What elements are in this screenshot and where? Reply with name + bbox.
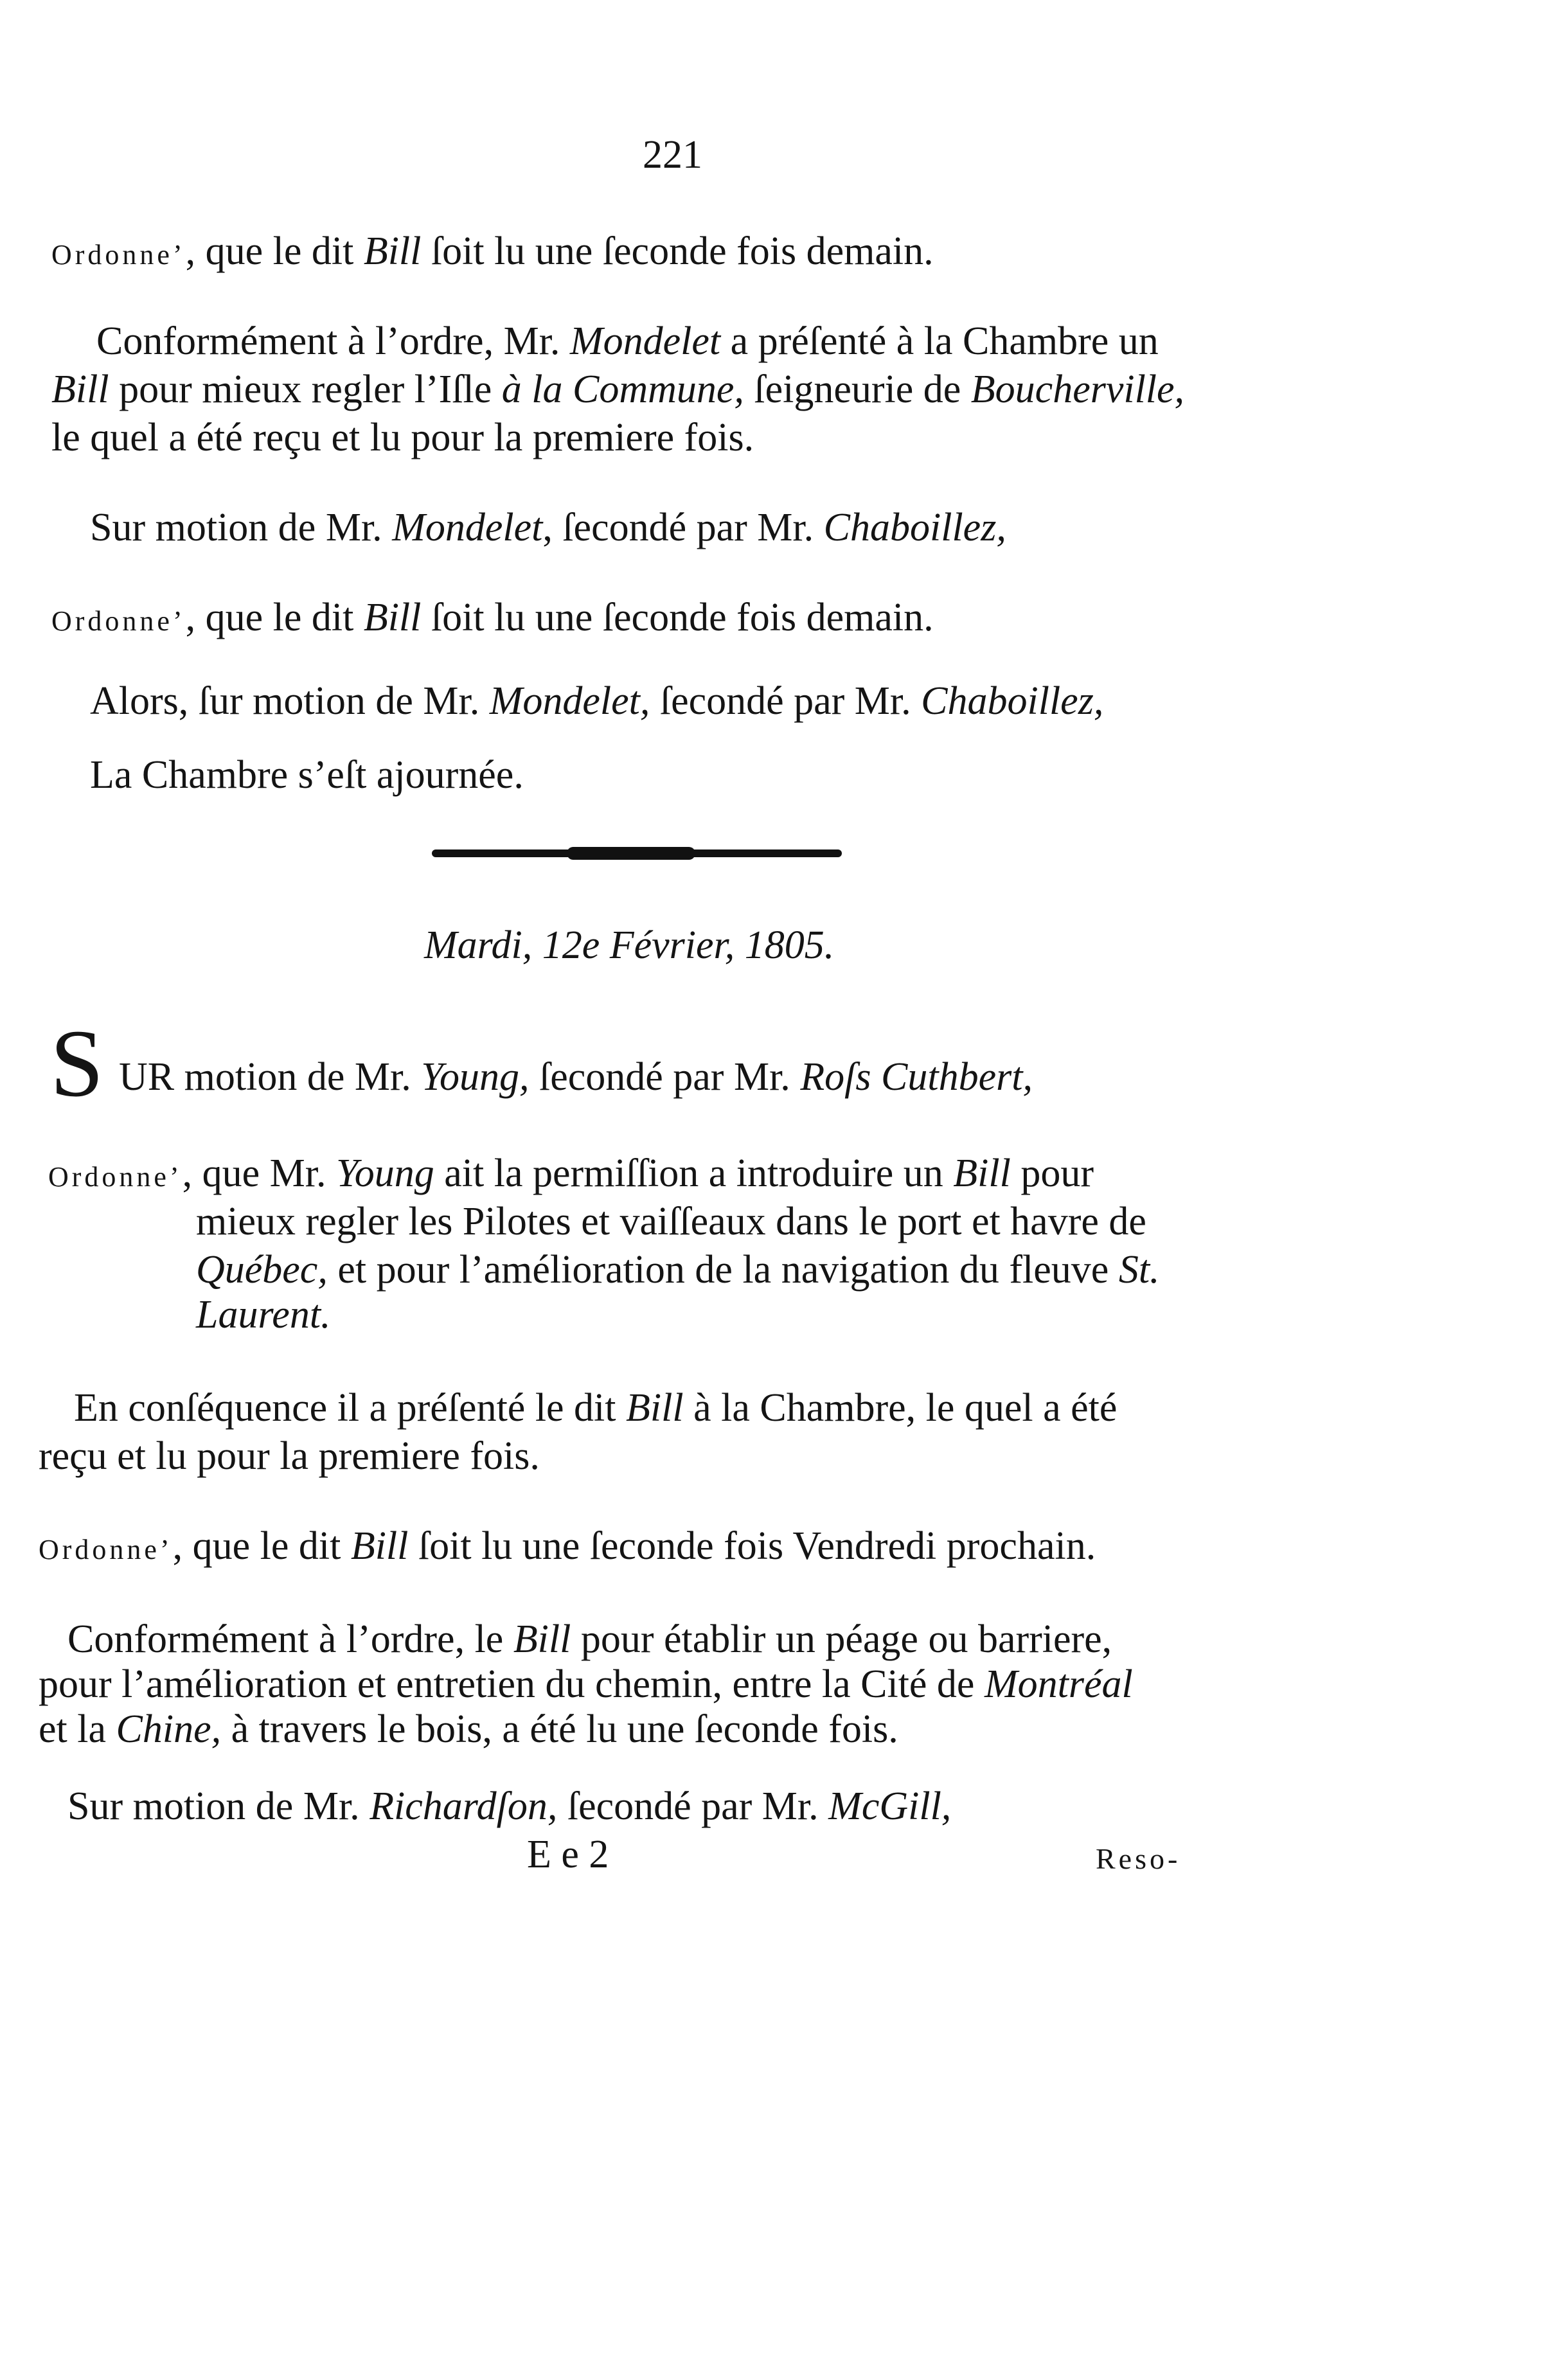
italic-run: St. [1118, 1248, 1160, 1292]
italic-run: Chaboillez, [921, 679, 1104, 723]
text-run: Conformément à l’ordre, le [67, 1617, 513, 1661]
text-run: pour l’amélioration et entretien du chemin, entre la Cité de [39, 1662, 984, 1706]
paragraph-line [51, 598, 934, 637]
text-run: à la Chambre, le quel a été [683, 1386, 1118, 1430]
text-run: Alors, ſur motion de Mr. [90, 679, 490, 723]
text-run: ait la permiſſion a introduire un [434, 1152, 954, 1195]
italic-run: Bill [51, 368, 109, 411]
text-run: à travers le bois, a été lu une ſeconde fois. [221, 1707, 898, 1751]
ordonne-label: Ordonne’ [39, 1534, 173, 1565]
italic-run: Bill [363, 596, 422, 639]
text-run: ſoit lu une ſeconde fois demain. [421, 596, 934, 639]
text-run: motion de Mr. [174, 1055, 422, 1099]
drop-cap: S [50, 1010, 104, 1117]
italic-run: Mondelet, [489, 679, 650, 723]
italic-run: Bill [513, 1617, 571, 1661]
text-run: Sur motion de Mr. [67, 1784, 370, 1828]
text-run: a préſenté à la Chambre un [720, 319, 1159, 363]
text-run: , que le dit [185, 596, 364, 639]
paragraph-line: le quel a été reçu et lu pour la premiere fois. [51, 416, 754, 459]
page-number: 221 [643, 133, 702, 177]
text-run: ſoit lu une ſeconde fois Vendredi prochain. [408, 1524, 1096, 1568]
paragraph-line: mieux regler les Pilotes et vaiſſeaux dans le port et havre de [196, 1200, 1146, 1243]
text-run: et pour l’amélioration de la navigation du fleuve [327, 1248, 1119, 1292]
text-run: ſecondé par Mr. [529, 1055, 801, 1099]
italic-run: Chine, [116, 1707, 222, 1751]
paragraph-line [39, 1664, 1133, 1704]
paragraph-line [90, 508, 1006, 547]
paragraph-line: La Chambre s’eſt ajournée. [90, 753, 524, 797]
italic-run: Québec, [196, 1248, 328, 1292]
text-run: pour mieux regler l’Iſle [109, 368, 502, 411]
paragraph-line [51, 231, 934, 271]
italic-run: Bill [626, 1386, 684, 1430]
paragraph-line [74, 1388, 1117, 1428]
date-heading: Mardi, 12e Février, 1805. [424, 923, 835, 967]
paragraph-line [67, 1619, 1112, 1659]
italic-run: Bill [350, 1524, 409, 1568]
paragraph-line [196, 1250, 1160, 1290]
italic-run: à la Commune, [501, 368, 744, 411]
text-run: pour [1010, 1152, 1094, 1195]
italic-run: Roſs Cuthbert, [800, 1055, 1033, 1099]
paragraph-line [90, 681, 1103, 721]
paragraph-line [39, 1709, 898, 1749]
italic-run: Montréal [984, 1662, 1133, 1706]
paragraph-line [51, 369, 1184, 409]
italic-run: Bill [953, 1152, 1011, 1195]
text-run: En conſéquence il a préſenté le dit [74, 1386, 627, 1430]
italic-run: McGill, [828, 1784, 952, 1828]
text-run: Conformément à l’ordre, Mr. [96, 319, 570, 363]
text-run: ſecondé par Mr. [557, 1784, 829, 1828]
paragraph-line [96, 321, 1159, 361]
text-run: , que le dit [172, 1524, 351, 1568]
ordonne-label: Ordonne’ [48, 1161, 183, 1193]
italic-run: Mondelet [392, 506, 543, 549]
paragraph-line: Laurent. [196, 1293, 331, 1337]
paragraph-line [67, 1786, 951, 1826]
paragraph-line [39, 1526, 1096, 1566]
signature-mark: E e 2 [527, 1833, 609, 1876]
ordonne-label: Ordonne’ [51, 239, 186, 271]
italic-run: Boucherville, [970, 368, 1185, 411]
italic-run: Richardſon, [370, 1784, 558, 1828]
text-run: , ſecondé par Mr. [542, 506, 824, 549]
italic-run: Young, [421, 1055, 530, 1099]
italic-run: Bill [363, 229, 422, 273]
italic-run: Young [335, 1152, 434, 1195]
text-run: , que Mr. [182, 1152, 336, 1195]
paragraph-line [119, 1057, 1033, 1097]
text-run: pour établir un péage ou barriere, [571, 1617, 1112, 1661]
ordonne-label: Ordonne’ [51, 605, 186, 637]
text-run: ſeigneurie de [744, 368, 971, 411]
italic-run: Mondelet [569, 319, 721, 363]
text-run: ſecondé par Mr. [650, 679, 922, 723]
text-run: et la [39, 1707, 116, 1751]
paragraph-line: reçu et lu pour la premiere fois. [39, 1434, 540, 1478]
catchword: Reso- [1096, 1842, 1181, 1875]
text-run: Sur motion de Mr. [90, 506, 393, 549]
text-run: ſoit lu une ſeconde fois demain. [421, 229, 934, 273]
text-run: UR [119, 1055, 175, 1099]
section-divider [432, 849, 842, 857]
paragraph-line [48, 1153, 1094, 1193]
italic-run: Chaboillez, [823, 506, 1006, 549]
text-run: , que le dit [185, 229, 364, 273]
